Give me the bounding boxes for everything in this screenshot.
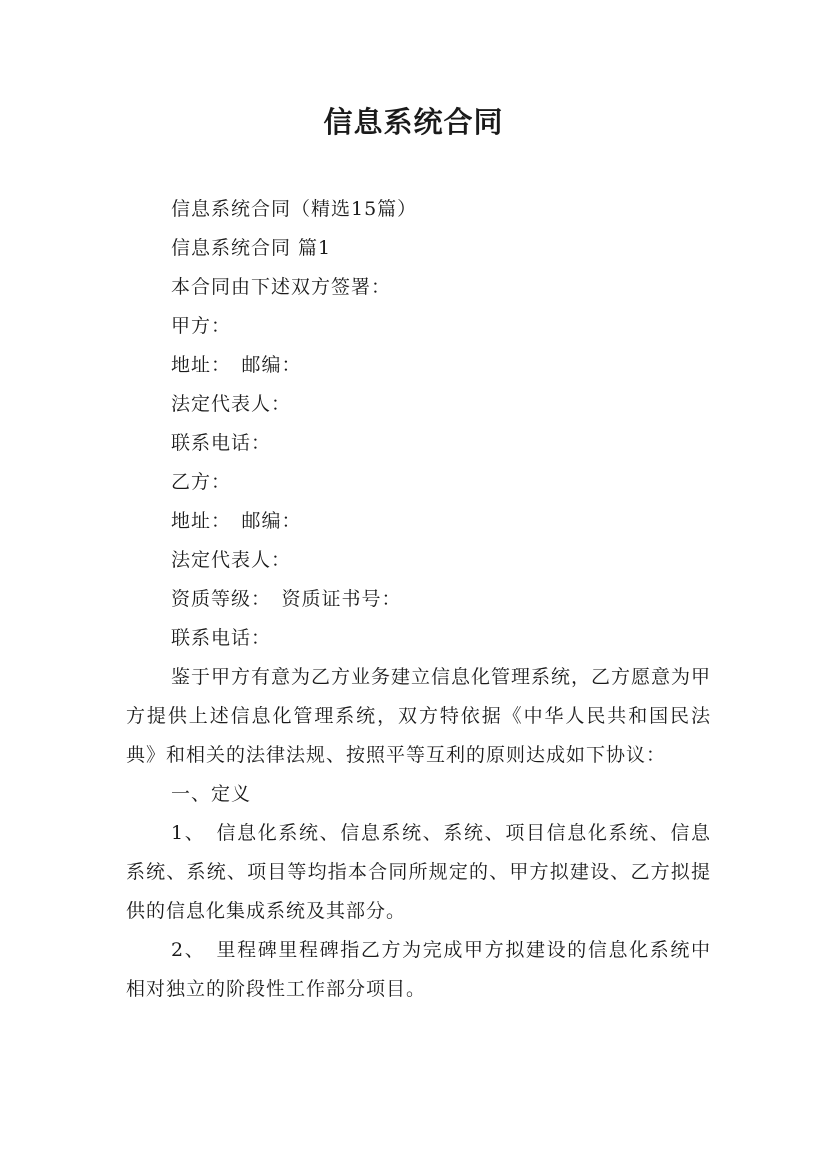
party-a-legal-rep: 法定代表人： <box>171 393 292 415</box>
party-a-phone: 联系电话： <box>171 432 272 454</box>
signing-intro: 本合同由下述双方签署： <box>171 276 392 298</box>
party-b-legal-rep: 法定代表人： <box>171 549 292 571</box>
party-a-address: 地址： 邮编： <box>171 354 302 376</box>
section-heading: 一、定义 <box>171 783 252 805</box>
document-body <box>126 190 711 1009</box>
party-b-label: 乙方： <box>171 471 232 493</box>
chapter-heading: 信息系统合同 篇1 <box>171 237 332 259</box>
clause-1: 1、 信息化系统、信息系统、系统、项目信息化系统、信息系统、系统、项目等均指本合同所规定的、甲方拟建设、乙方拟提供的信息化集成系统及其部分。 <box>126 822 711 922</box>
subtitle-line: 信息系统合同（精选15篇） <box>171 198 418 220</box>
party-b-qualification: 资质等级： 资质证书号： <box>171 588 402 610</box>
party-b-address: 地址： 邮编： <box>171 510 302 532</box>
party-b-phone: 联系电话： <box>171 627 272 649</box>
recital-paragraph: 鉴于甲方有意为乙方业务建立信息化管理系统，乙方愿意为甲方提供上述信息化管理系统，双方特依据《中华人民共和国民法典》和相关的法律法规、按照平等互利的原则达成如下协议： <box>126 666 712 766</box>
document-title: 信息系统合同 <box>323 105 504 139</box>
clause-2: 2、 里程碑里程碑指乙方为完成甲方拟建设的信息化系统中相对独立的阶段性工作部分项目。 <box>126 939 711 1000</box>
party-a-label: 甲方： <box>171 315 232 337</box>
